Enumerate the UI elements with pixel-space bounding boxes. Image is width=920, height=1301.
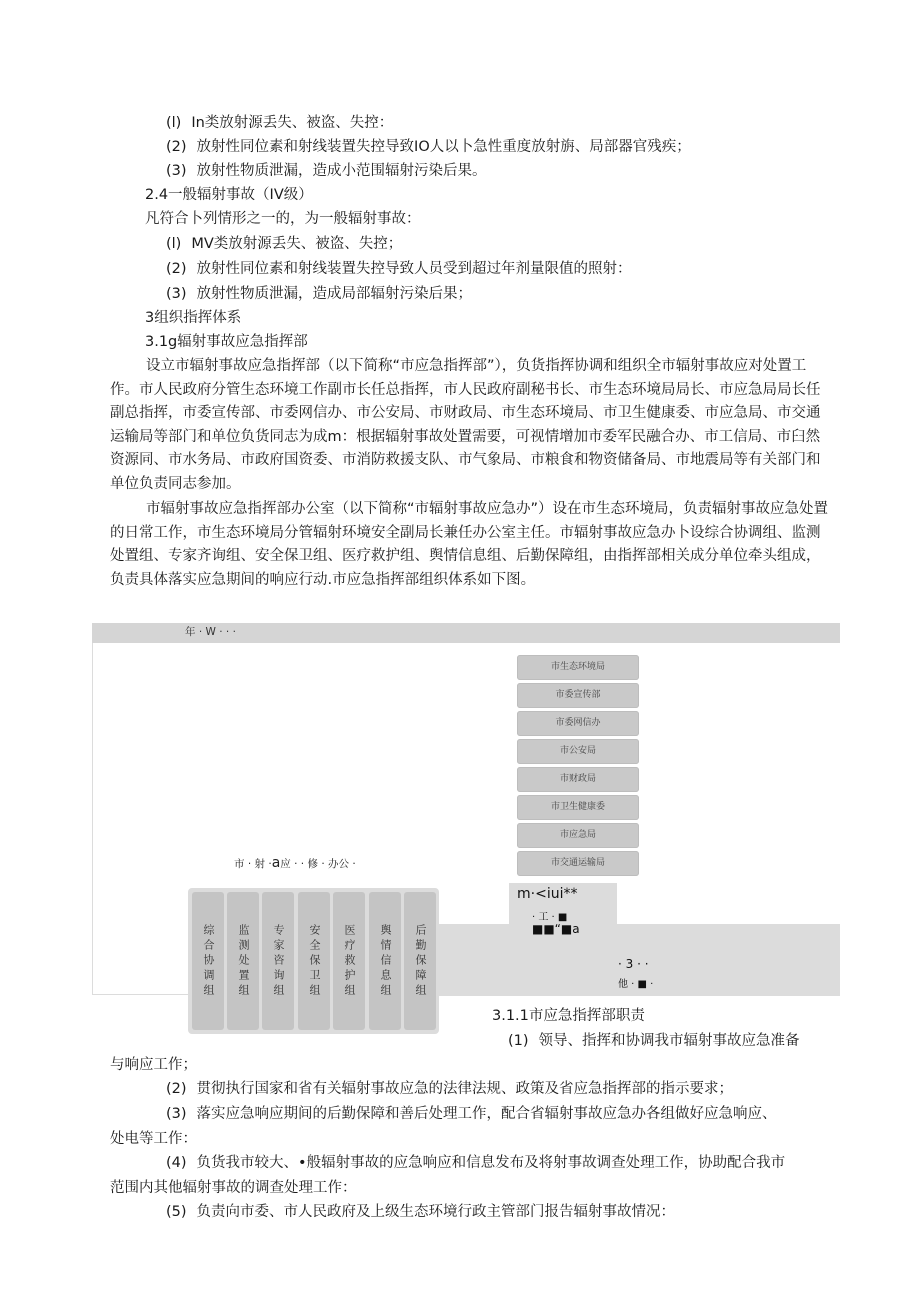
command-title: m·<iui** xyxy=(517,886,578,902)
member-box: 市委网信办 xyxy=(517,711,639,736)
paragraph: 设立市辐射事故应急指挥部（以下简称“市应急指挥部”），负货指挥协调和组织全市辐射事故应对处置工作。市人民政府分管生态环境工作副市长任总指挥，市人民政府副秘书长、市生态环境局局长、市应急局局长任副总指挥，市委宣传部、市委网信办、市公安局、市财政局、市生态环境局、市卫生健康委、市应急局、市交通运输局等部门和单位负货同志为成m：根据辐射事故处置需要，可视情增加市委军民融合办、市工信局、市臼然资源同、市水务局、市政府国资委、市消防救援支队、市气象局、市粮食和物资储备局、市地震局等有关部门和单位负责同志参加。 xyxy=(110,358,821,492)
diagram-frame xyxy=(92,994,188,995)
list-item-continuation: 与响应工作； xyxy=(110,1057,197,1073)
member-box: 市委宣传部 xyxy=(517,683,639,708)
paragraph: 市辐射事故应急指挥部办公室（以下简称“市辐射事故应急办”）设在市生态环境局，负责辐射事故应急处置的日常工作，市生态环境局分管辐射环境安全副局长兼任办公室主任。市辐射事故应急办卜设综合协调组、监测处置组、专家齐询组、安全保卫组、医疗救护组、舆情信息组、后勤保障组，由指挥部相关成分单位牵头组成，负责具体落实应急期间的响应行动.市应急指挥部组织体系如下图。 xyxy=(110,501,829,588)
command-label: 他 · ■ · xyxy=(618,979,654,990)
group-box: 医疗救护组 xyxy=(333,892,365,1030)
command-label: · 3 · · xyxy=(618,957,649,971)
member-box: 市生态环境局 xyxy=(517,655,639,680)
group-box: 专家咨询组 xyxy=(262,892,294,1030)
list-item-continuation: 处电等工作： xyxy=(110,1131,197,1147)
list-item: (l) MV类放射源丢失、被盗、失控； xyxy=(166,236,403,252)
section-heading: 3.1.1市应急指挥部职责 xyxy=(492,1008,645,1024)
member-box: 市应急局 xyxy=(517,823,639,848)
list-item: (l) In类放射源丢失、被盗、失控： xyxy=(166,115,394,131)
group-box: 舆情信息组 xyxy=(369,892,401,1030)
member-box: 市交通运输局 xyxy=(517,851,639,876)
list-item-continuation: 范围内其他辐射事故的调查处理工作： xyxy=(110,1180,357,1196)
list-item: (1) 领导、指挥和协调我市辐射事故应急准备 xyxy=(508,1033,800,1049)
paragraph: 凡符合卜列情形之一的，为一般辐射事故： xyxy=(145,211,421,227)
list-item: (3) 放射性物质泄漏，造成小范围辐射污染后果。 xyxy=(166,163,487,179)
section-heading: 3组织指挥体系 xyxy=(145,310,242,326)
diagram-frame xyxy=(92,643,93,995)
group-box: 综合协调组 xyxy=(192,892,224,1030)
list-item: (2) 放射性同位素和射线装置失控导致人员受到超过年剂量限值的照射： xyxy=(166,261,632,277)
list-item: (4) 负货我市较大、•般辐射事故的应急响应和信息发布及将射事故调查处理工作，协助配合我市 xyxy=(166,1155,786,1171)
command-subtitle: ■■“■a xyxy=(532,922,580,936)
diagram-header-label: 年 · W · · · xyxy=(185,626,236,638)
list-item: (2) 贯彻执行国家和省有关辐射事故应急的法律法规、政策及省应急指挥部的指示要求； xyxy=(166,1081,734,1097)
section-heading: 3.1g辐射事故应急指挥部 xyxy=(145,334,308,350)
group-box: 监测处置组 xyxy=(227,892,259,1030)
group-box: 安全保卫组 xyxy=(298,892,330,1030)
list-item: (3) 落实应急响应期间的后勤保障和善后处理工作，配合省辐射事故应急办各组做好应急响应、 xyxy=(166,1106,777,1122)
list-item: (5) 负责向市委、市人民政府及上级生态环境行政主管部门报告辐射事故情况： xyxy=(166,1204,676,1220)
list-item: (3) 放射性物质泄漏，造成局部辐射污染后果； xyxy=(166,286,473,302)
member-box: 市公安局 xyxy=(517,739,639,764)
section-heading: 2.4一般辐射事故（IV级） xyxy=(145,187,313,203)
office-label: 市 · 射 ·a应 · · 修 · 办公 · xyxy=(234,855,356,871)
group-box: 后勤保障组 xyxy=(404,892,436,1030)
list-item: (2) 放射性同位素和射线装置失控导致IO人以卜急性重度放射旃、局部器官残疾； xyxy=(166,139,691,155)
member-box: 市卫生健康委 xyxy=(517,795,639,820)
member-box: 市财政局 xyxy=(517,767,639,792)
command-subtitle: · 工 · ■ xyxy=(532,912,568,923)
